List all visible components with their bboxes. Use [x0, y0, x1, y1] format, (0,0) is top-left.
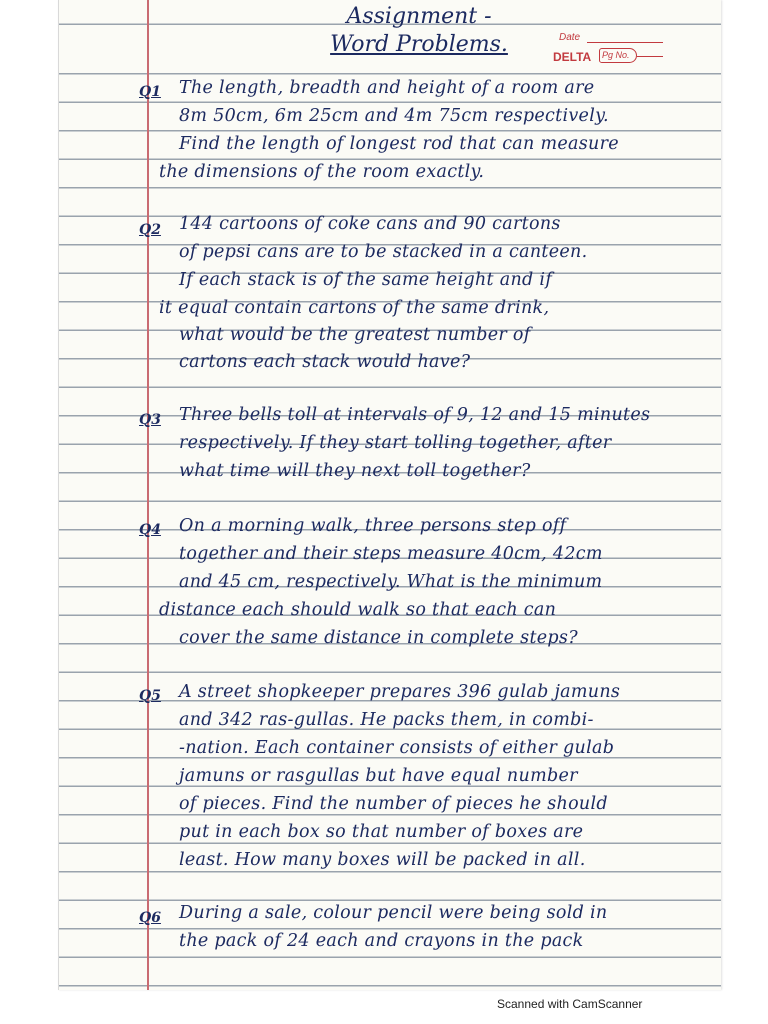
question-line: During a sale, colour pencil were being sold in — [179, 903, 608, 923]
page-subtitle: Word Problems. — [330, 32, 508, 57]
stamp-page-number-label: Pg No. — [599, 48, 637, 63]
question-line: Find the length of longest rod that can measure — [179, 134, 619, 154]
question-line: what time will they next toll together? — [179, 461, 531, 481]
question-line: and 45 cm, respectively. What is the minimum — [179, 572, 603, 592]
question-line: A street shopkeeper prepares 396 gulab jamuns — [179, 682, 621, 702]
margin-line — [147, 0, 149, 990]
stamp-brand-logo: DELTA — [553, 50, 592, 64]
question-line: together and their steps measure 40cm, 42cm — [179, 544, 603, 564]
question-line: -nation. Each container consists of either gulab — [179, 738, 615, 758]
question-line: what would be the greatest number of — [179, 325, 531, 345]
question-line: put in each box so that number of boxes are — [179, 822, 584, 842]
question-line: and 342 ras-gullas. He packs them, in combi- — [179, 710, 594, 730]
question-line: 8m 50cm, 6m 25cm and 4m 75cm respectively. — [179, 106, 609, 126]
question-line: cartons each stack would have? — [179, 352, 471, 372]
question-line: the dimensions of the room exactly. — [159, 162, 485, 182]
question-line: jamuns or rasgullas but have equal number — [179, 766, 578, 786]
question-label: Q5 — [139, 688, 161, 704]
question-line: it equal contain cartons of the same drink, — [159, 298, 550, 318]
notebook-page — [58, 0, 721, 990]
question-line: least. How many boxes will be packed in all. — [179, 850, 586, 870]
question-line: of pepsi cans are to be stacked in a canteen. — [179, 242, 588, 262]
question-label: Q2 — [139, 222, 161, 238]
question-line: the pack of 24 each and crayons in the pack — [179, 931, 584, 951]
question-line: of pieces. Find the number of pieces he should — [179, 794, 608, 814]
stamp-date-line — [587, 42, 663, 43]
question-label: Q1 — [139, 84, 161, 100]
question-label: Q3 — [139, 412, 161, 428]
notebook-stamp — [551, 30, 673, 66]
question-label: Q6 — [139, 910, 161, 926]
question-line: distance each should walk so that each can — [159, 600, 557, 620]
question-line: Three bells toll at intervals of 9, 12 and 15 minutes — [179, 405, 651, 425]
question-line: On a morning walk, three persons step off — [179, 516, 567, 536]
stamp-date-label: Date — [559, 32, 581, 43]
stamp-page-line — [637, 56, 663, 57]
question-line: The length, breadth and height of a room are — [179, 78, 595, 98]
page-title: Assignment - — [346, 4, 492, 29]
question-line: cover the same distance in complete steps? — [179, 628, 578, 648]
scanner-watermark: Scanned with CamScanner — [497, 997, 643, 1011]
question-line: respectively. If they start tolling together, after — [179, 433, 612, 453]
question-label: Q4 — [139, 522, 161, 538]
question-line: 144 cartoons of coke cans and 90 cartons — [179, 214, 561, 234]
question-line: If each stack is of the same height and if — [179, 270, 553, 290]
